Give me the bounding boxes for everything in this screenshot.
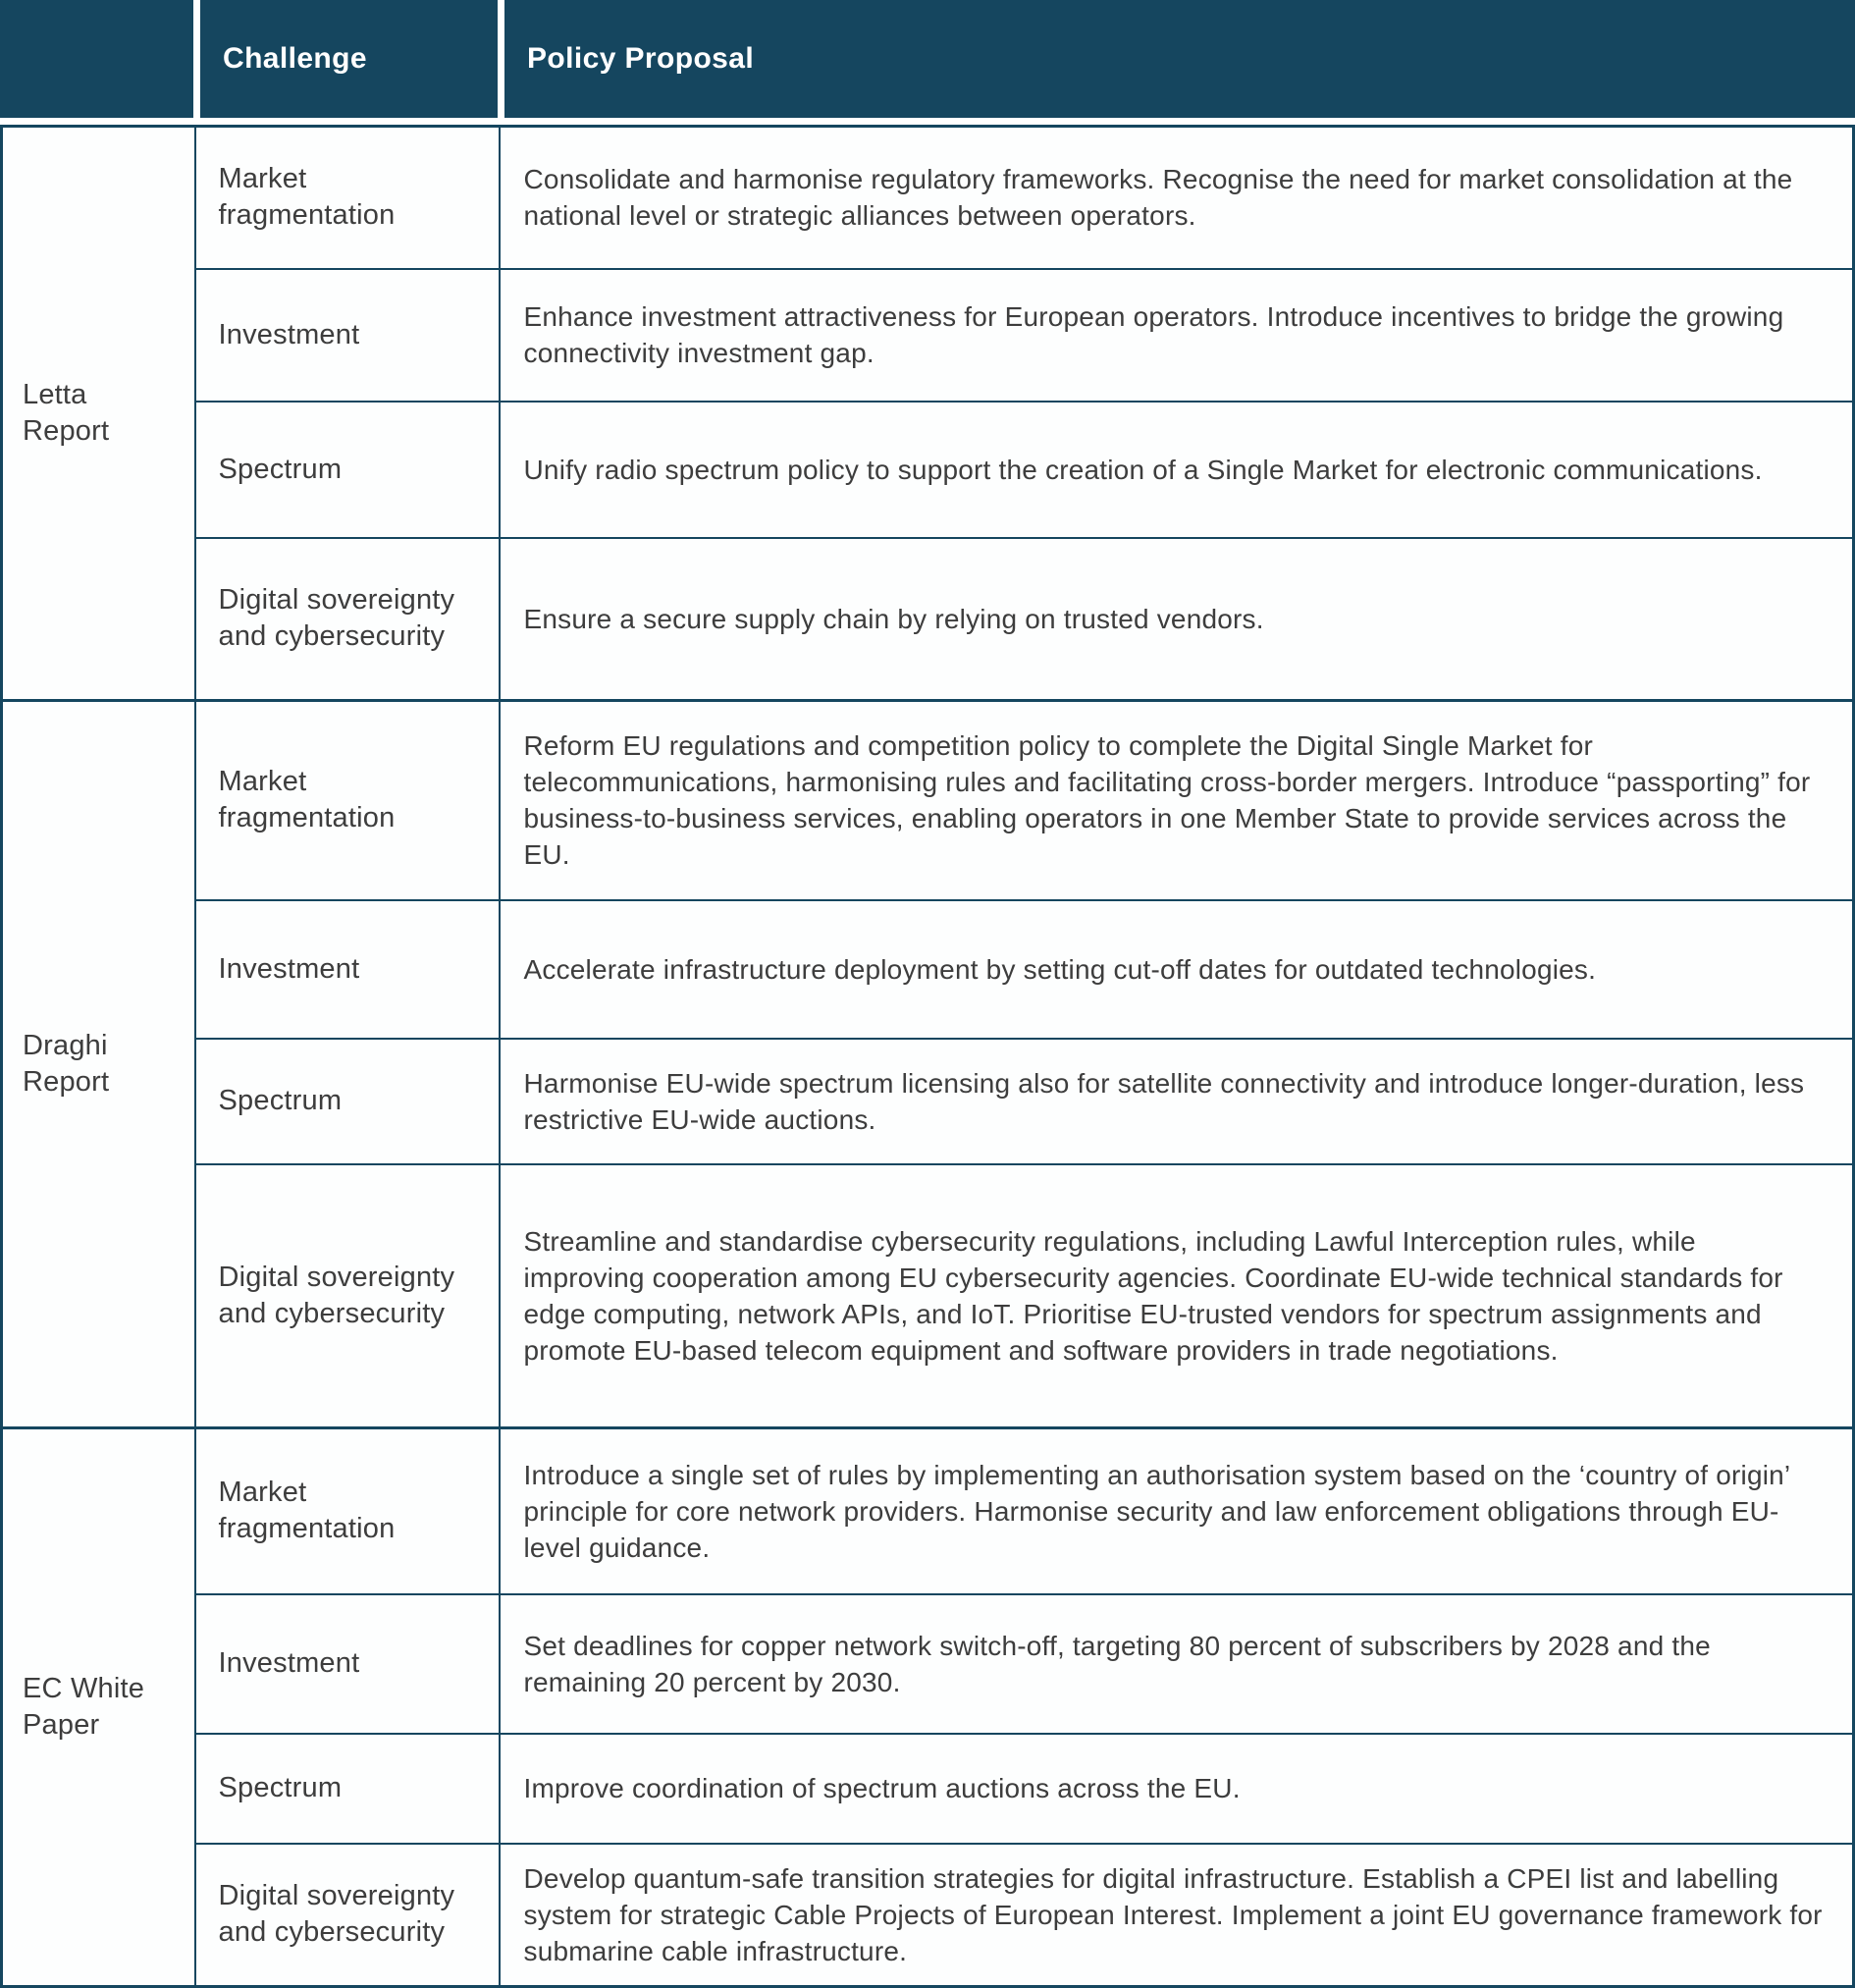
challenge-cell: Digital sovereignty and cybersecurity: [195, 1164, 500, 1428]
policy-cell: Improve coordination of spectrum auctions across the EU.: [500, 1734, 1854, 1844]
header-cell-report: [0, 0, 193, 118]
policy-cell: Introduce a single set of rules by implementing an authorisation system based on the ‘country of origin’ principle for core network providers. Harmonise security and law enforcement obligations through EU-level guidance.: [500, 1428, 1854, 1594]
table-row: [2, 701, 1854, 900]
table-row: [2, 1428, 1854, 1594]
policy-cell: Ensure a secure supply chain by relying on trusted vendors.: [500, 538, 1854, 701]
header-cell-challenge: [200, 0, 498, 118]
table-row: [2, 127, 1854, 269]
policy-cell: Accelerate infrastructure deployment by setting cut-off dates for outdated technologies.: [500, 900, 1854, 1039]
table-row: [2, 900, 1854, 1039]
challenge-cell: Market fragmentation: [195, 701, 500, 900]
policy-cell: Streamline and standardise cybersecurity regulations, including Lawful Interception rules, while improving cooperation among EU cybersecurity agencies. Coordinate EU-wide technical standards for edge computing, network APIs, and IoT. Prioritise EU-trusted vendors for spectrum assignments and promote EU-based telecom equipment and software providers in trade negotiations.: [500, 1164, 1854, 1428]
challenge-cell: Spectrum: [195, 402, 500, 538]
challenge-cell: Market fragmentation: [195, 127, 500, 269]
table-row: [2, 1039, 1854, 1164]
policy-cell: Enhance investment attractiveness for European operators. Introduce incentives to bridge the growing connectivity investment gap.: [500, 269, 1854, 402]
policy-cell: Reform EU regulations and competition policy to complete the Digital Single Market for telecommunications, harmonising rules and facilitating cross-border mergers. Introduce “passporting” for business-to-business services, enabling operators in one Member State to provide services across the EU.: [500, 701, 1854, 900]
policy-cell: Unify radio spectrum policy to support the creation of a Single Market for electronic communications.: [500, 402, 1854, 538]
header-cell-policy: [504, 0, 1855, 118]
table-row: [2, 1164, 1854, 1428]
header-label-challenge: Challenge: [223, 42, 367, 75]
table-row: [2, 1594, 1854, 1734]
policy-cell: Develop quantum-safe transition strategies for digital infrastructure. Establish a CPEI list and labelling system for strategic Cable Projects of European Interest. Implement a joint EU governance framework for submarine cable infrastructure.: [500, 1844, 1854, 1987]
challenge-cell: Digital sovereignty and cybersecurity: [195, 1844, 500, 1987]
table-row: [2, 269, 1854, 402]
report-cell-letta: Letta Report: [2, 127, 195, 701]
report-table: [0, 125, 1855, 1988]
table-row: [2, 1844, 1854, 1987]
table-header-row: [0, 0, 1855, 118]
policy-cell: Harmonise EU-wide spectrum licensing also for satellite connectivity and introduce longer-duration, less restrictive EU-wide auctions.: [500, 1039, 1854, 1164]
challenge-cell: Investment: [195, 1594, 500, 1734]
header-label-policy: Policy Proposal: [527, 42, 755, 75]
table-row: [2, 538, 1854, 701]
challenge-cell: Investment: [195, 900, 500, 1039]
table-row: [2, 1734, 1854, 1844]
report-cell-draghi: Draghi Report: [2, 701, 195, 1428]
report-cell-ec-white-paper: EC White Paper: [2, 1428, 195, 1987]
challenge-cell: Spectrum: [195, 1734, 500, 1844]
policy-cell: Set deadlines for copper network switch-off, targeting 80 percent of subscribers by 2028 and the remaining 20 percent by 2030.: [500, 1594, 1854, 1734]
challenge-cell: Spectrum: [195, 1039, 500, 1164]
challenge-cell: Market fragmentation: [195, 1428, 500, 1594]
table-row: [2, 402, 1854, 538]
challenge-cell: Investment: [195, 269, 500, 402]
policy-cell: Consolidate and harmonise regulatory frameworks. Recognise the need for market consolidation at the national level or strategic alliances between operators.: [500, 127, 1854, 269]
challenge-cell: Digital sovereignty and cybersecurity: [195, 538, 500, 701]
